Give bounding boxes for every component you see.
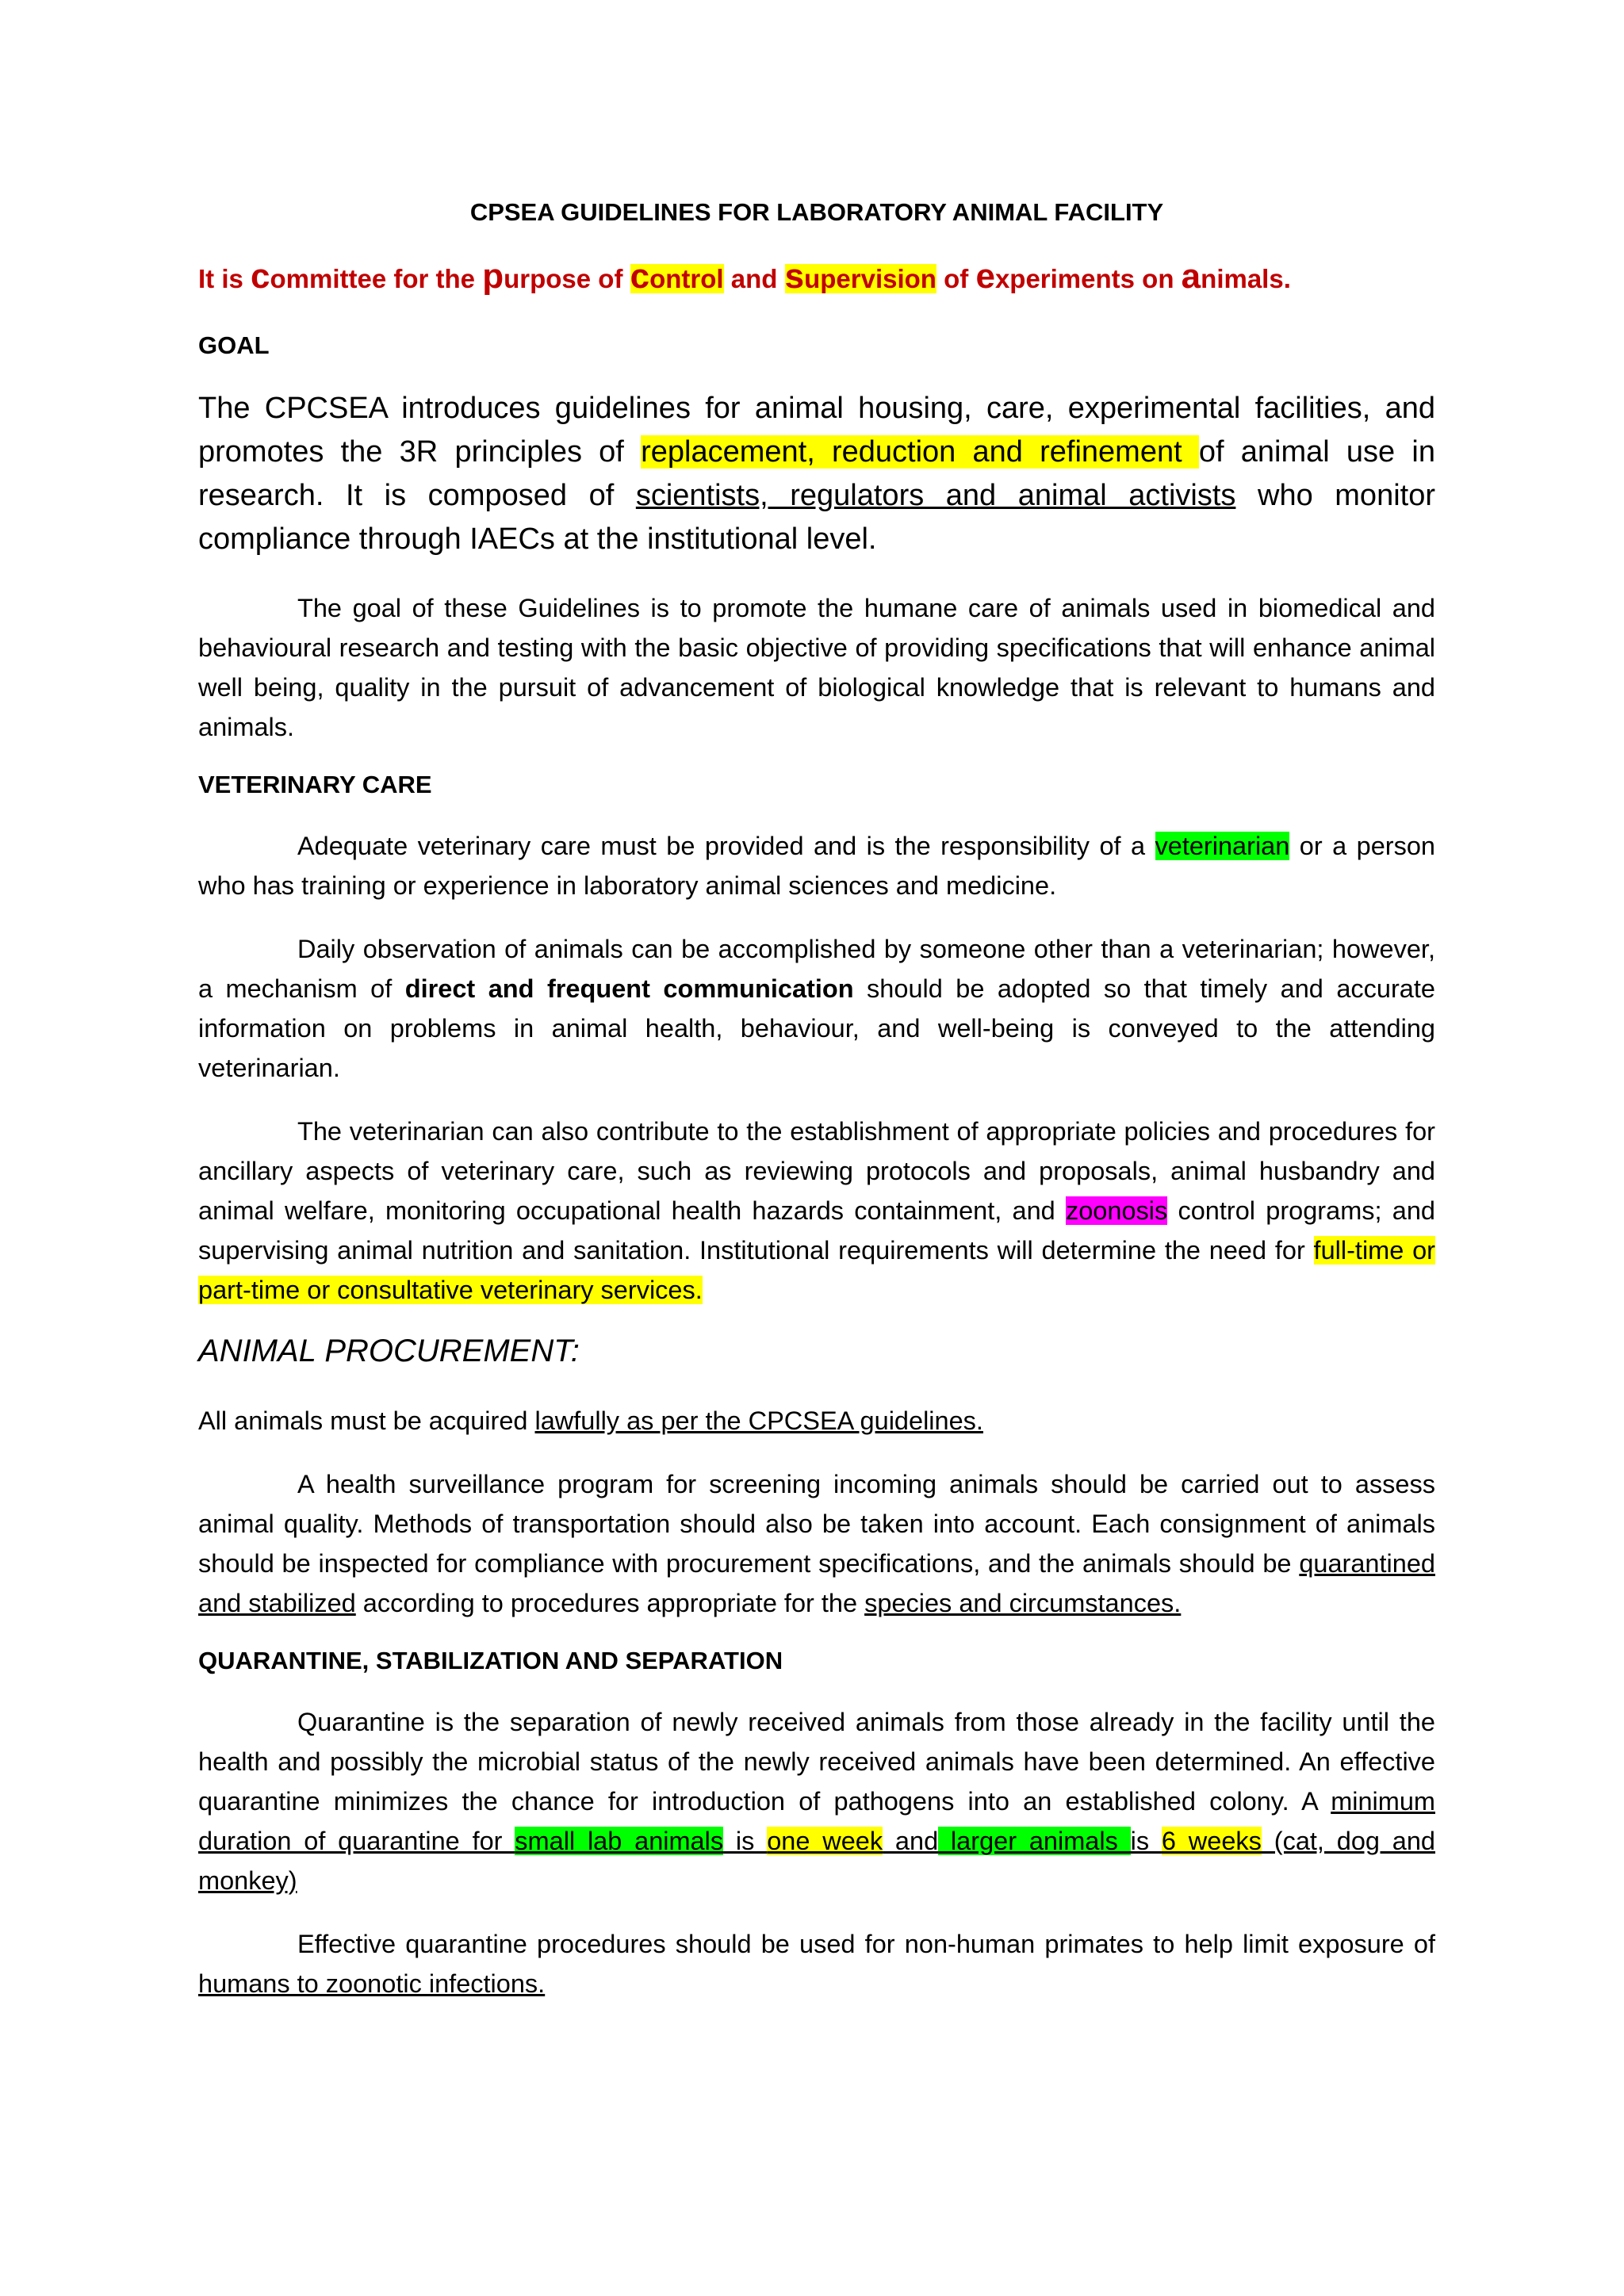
procurement-paragraph-2 xyxy=(198,1464,1435,1623)
highlight-veterinary-services: full-time or part-time or consultative veterinary services. xyxy=(198,1236,1435,1304)
tagline-initial: e xyxy=(975,257,995,296)
highlight-small-lab-animals: small lab animals xyxy=(515,1827,724,1855)
tagline-highlight-control xyxy=(630,257,724,296)
tagline-text: of xyxy=(936,264,976,293)
tagline-text: and xyxy=(723,264,785,293)
paragraph-text: or a person who has training or experience in laboratory animal sciences and medicine. xyxy=(198,832,1435,900)
tagline-text: It is xyxy=(198,264,251,293)
bold-communication: direct and frequent communication xyxy=(404,974,854,1003)
tagline-text: ommittee for the xyxy=(270,264,483,293)
page-title: CPSEA GUIDELINES FOR LABORATORY ANIMAL FACILITY xyxy=(469,198,1164,226)
paragraph-text: control programs; and supervising animal nutrition and sanitation. Institutional requirements will determine the need for xyxy=(198,1196,1435,1265)
procurement-paragraph-1 xyxy=(198,1401,1435,1441)
tagline-text: upervision xyxy=(804,264,936,293)
goal-paragraph-intro xyxy=(198,387,1435,561)
underline-quarantined: quarantined and stabilized xyxy=(198,1549,1435,1617)
underline-text: and xyxy=(883,1827,939,1855)
highlight-veterinarian: veterinarian xyxy=(1155,832,1290,860)
paragraph-text: A health surveillance program for screening incoming animals should be carried out to assess animal quality. Methods of transportation should also be taken into account. Each consignment of animals should be inspected for compliance with procurement specifications, and the animals should be xyxy=(198,1470,1435,1578)
paragraph-text: of animal use in research. It is composed of xyxy=(198,435,1435,512)
underline-species: species and circumstances. xyxy=(864,1589,1182,1617)
paragraph-text: The CPCSEA introduces guidelines for animal housing, care, experimental facilities, and promotes the 3R principles of xyxy=(198,392,1435,469)
underline-min-duration: minimum duration of quarantine for xyxy=(198,1787,1435,1855)
underline-text: is xyxy=(1130,1827,1162,1855)
tagline-text: urpose of xyxy=(504,264,630,293)
tagline-initial: c xyxy=(251,257,270,296)
paragraph-text: according to procedures appropriate for the xyxy=(355,1589,865,1617)
tagline-initial: a xyxy=(1181,257,1201,296)
paragraph-text: should be adopted so that timely and accurate information on problems in animal health, behaviour, and well-being is conveyed to the attending veterinarian. xyxy=(198,974,1435,1082)
paragraph-text: Quarantine is the separation of newly received animals from those already in the facility until the health and possibly the microbial status of the newly received animals have been determined. An effective quarantine minimizes the chance for introduction of pathogens into an established colony. A xyxy=(198,1708,1435,1816)
tagline-text: nimals. xyxy=(1201,264,1291,293)
highlight-larger-animals: larger animals xyxy=(938,1827,1131,1855)
section-heading-veterinary-care: VETERINARY CARE xyxy=(198,771,432,798)
highlight-zoonosis: zoonosis xyxy=(1065,1196,1168,1225)
vet-paragraph-1 xyxy=(198,826,1435,905)
vet-paragraph-3 xyxy=(198,1112,1435,1310)
paragraph-text: Daily observation of animals can be accomplished by someone other than a veterinarian; however, a mechanism of xyxy=(198,935,1435,1003)
underline-text: is xyxy=(723,1827,768,1855)
tagline-initial: p xyxy=(482,257,504,296)
tagline-text: xperiments on xyxy=(994,264,1182,293)
vet-paragraph-2 xyxy=(198,929,1435,1088)
document-body xyxy=(198,198,1435,2027)
section-heading-animal-procurement: ANIMAL PROCUREMENT: xyxy=(198,1334,580,1368)
tagline-text: ontrol xyxy=(649,264,724,293)
section-heading-goal: GOAL xyxy=(198,331,270,359)
paragraph-text: Adequate veterinary care must be provided and is the responsibility of a xyxy=(297,832,1155,860)
paragraph-text: Effective quarantine procedures should be used for non-human primates to help limit exposure of xyxy=(297,1930,1435,1958)
highlight-one-week: one week xyxy=(767,1827,883,1855)
section-heading-quarantine: QUARANTINE, STABILIZATION AND SEPARATION xyxy=(198,1647,783,1674)
paragraph-text: All animals must be acquired xyxy=(198,1406,535,1435)
underline-species-list: (cat, dog and monkey) xyxy=(198,1827,1436,1895)
paragraph-text: The veterinarian can also contribute to the establishment of appropriate policies and procedures for ancillary aspects of veterinary care, such as reviewing protocols and proposals, animal husbandry and animal welfare, monitoring occupational health hazards containment, and xyxy=(198,1117,1435,1225)
highlight-six-weeks: 6 weeks xyxy=(1161,1827,1262,1855)
goal-paragraph-detail: The goal of these Guidelines is to promote the humane care of animals used in biomedical and behavioural research and testing with the basic objective of providing specifications that will enhance animal well being, quality in the pursuit of advancement of biological knowledge that is relevant to humans and animals. xyxy=(198,594,1435,741)
underline-zoonotic: humans to zoonotic infections. xyxy=(198,1969,546,1998)
paragraph-text: who monitor compliance through IAECs at the institutional level. xyxy=(198,479,1435,556)
tagline-initial: c xyxy=(630,257,650,296)
committee-tagline xyxy=(198,257,1435,297)
highlight-3r-principles: replacement, reduction and refinement xyxy=(641,435,1199,469)
quarantine-paragraph-2 xyxy=(198,1924,1435,2003)
underline-composition: scientists, regulators and animal activists xyxy=(635,479,1236,512)
underline-lawfully: lawfully as per the CPCSEA guidelines. xyxy=(534,1406,983,1435)
quarantine-paragraph-1 xyxy=(198,1702,1435,1900)
tagline-initial: s xyxy=(784,257,805,296)
tagline-highlight-supervision xyxy=(784,257,936,296)
